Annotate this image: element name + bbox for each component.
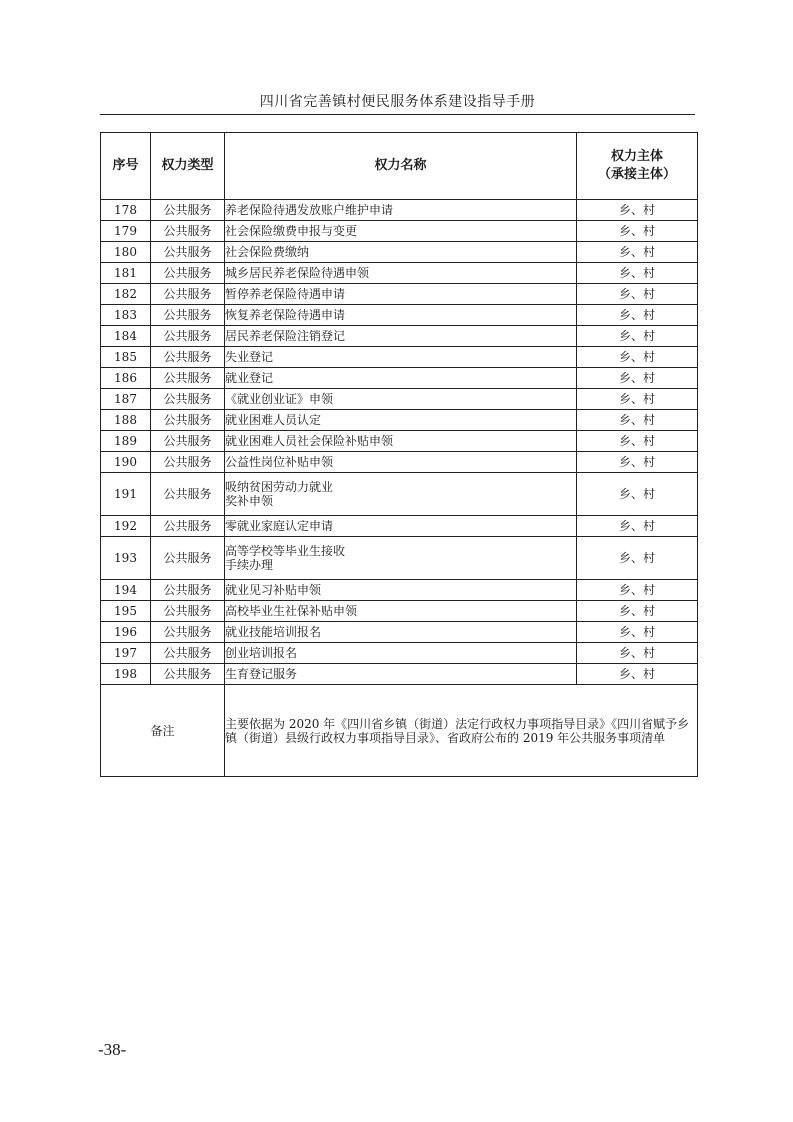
col-header-number: 序号 xyxy=(101,133,151,200)
row-power-type: 公共服务 xyxy=(151,516,225,537)
row-power-subject: 乡、村 xyxy=(577,242,698,263)
row-power-name-line: 零就业家庭认定申请 xyxy=(225,519,334,533)
table-row xyxy=(101,580,698,601)
row-power-name xyxy=(225,242,577,263)
table-row xyxy=(101,200,698,221)
table-header-row xyxy=(101,133,698,200)
row-number: 196 xyxy=(101,622,151,643)
row-number: 194 xyxy=(101,580,151,601)
row-power-subject: 乡、村 xyxy=(577,221,698,242)
row-power-subject: 乡、村 xyxy=(577,410,698,431)
row-number: 187 xyxy=(101,389,151,410)
row-power-type: 公共服务 xyxy=(151,389,225,410)
row-power-name xyxy=(225,643,577,664)
row-power-type: 公共服务 xyxy=(151,431,225,452)
row-number: 180 xyxy=(101,242,151,263)
row-power-subject: 乡、村 xyxy=(577,473,698,516)
row-power-type: 公共服务 xyxy=(151,200,225,221)
table-row xyxy=(101,221,698,242)
row-power-name-line: 暂停养老保险待遇申请 xyxy=(225,287,346,301)
table-row xyxy=(101,305,698,326)
row-power-type: 公共服务 xyxy=(151,410,225,431)
row-power-name-line: 就业技能培训报名 xyxy=(225,625,322,639)
row-power-subject: 乡、村 xyxy=(577,326,698,347)
row-number: 186 xyxy=(101,368,151,389)
table-row xyxy=(101,326,698,347)
row-power-name xyxy=(225,601,577,622)
row-power-name xyxy=(225,622,577,643)
row-power-name xyxy=(225,326,577,347)
page-number: -38- xyxy=(98,1040,127,1059)
row-number: 193 xyxy=(101,537,151,580)
row-number: 191 xyxy=(101,473,151,516)
page-header-title: 四川省完善镇村便民服务体系建设指导手册 xyxy=(259,94,536,110)
row-power-subject: 乡、村 xyxy=(577,368,698,389)
row-power-subject: 乡、村 xyxy=(577,305,698,326)
row-power-name xyxy=(225,200,577,221)
row-power-type: 公共服务 xyxy=(151,473,225,516)
row-power-type: 公共服务 xyxy=(151,326,225,347)
table-row xyxy=(101,664,698,685)
row-power-name-line: 社会保险缴费申报与变更 xyxy=(225,224,358,238)
table-row xyxy=(101,516,698,537)
row-power-type: 公共服务 xyxy=(151,284,225,305)
row-power-name-line: 居民养老保险注销登记 xyxy=(225,329,346,343)
row-power-name xyxy=(225,431,577,452)
row-power-name-line: 创业培训报名 xyxy=(225,646,298,660)
row-power-type: 公共服务 xyxy=(151,221,225,242)
row-power-subject: 乡、村 xyxy=(577,580,698,601)
row-power-name-line: 公益性岗位补贴申领 xyxy=(225,455,334,469)
row-power-name-line: 失业登记 xyxy=(225,350,274,364)
row-power-name xyxy=(225,410,577,431)
row-power-name-line: 社会保险费缴纳 xyxy=(225,245,310,259)
row-power-type: 公共服务 xyxy=(151,664,225,685)
row-number: 185 xyxy=(101,347,151,368)
row-power-subject: 乡、村 xyxy=(577,263,698,284)
row-power-name-line: 手续办理 xyxy=(225,558,274,572)
note-row xyxy=(101,685,698,777)
row-power-name xyxy=(225,537,577,580)
row-power-name xyxy=(225,580,577,601)
table-row xyxy=(101,601,698,622)
table-row xyxy=(101,389,698,410)
row-power-subject: 乡、村 xyxy=(577,643,698,664)
table-row xyxy=(101,347,698,368)
row-number: 188 xyxy=(101,410,151,431)
row-power-name-line: 恢复养老保险待遇申请 xyxy=(225,308,346,322)
row-power-name xyxy=(225,284,577,305)
row-number: 189 xyxy=(101,431,151,452)
row-power-name xyxy=(225,221,577,242)
row-power-name xyxy=(225,347,577,368)
row-power-type: 公共服务 xyxy=(151,643,225,664)
row-power-subject: 乡、村 xyxy=(577,347,698,368)
table-row xyxy=(101,284,698,305)
table-row xyxy=(101,242,698,263)
row-power-name-line: 就业登记 xyxy=(225,371,274,385)
table-row xyxy=(101,643,698,664)
table-row xyxy=(101,263,698,284)
row-power-subject: 乡、村 xyxy=(577,664,698,685)
row-power-name-line: 城乡居民养老保险待遇申领 xyxy=(225,266,370,280)
table-body xyxy=(101,200,698,685)
row-power-subject: 乡、村 xyxy=(577,601,698,622)
col-header-name: 权力名称 xyxy=(225,133,577,200)
col-header-type: 权力类型 xyxy=(151,133,225,200)
row-power-name-line: 高等学校等毕业生接收 xyxy=(225,544,346,558)
power-items-table xyxy=(100,132,698,777)
row-power-subject: 乡、村 xyxy=(577,622,698,643)
col-header-subject xyxy=(577,133,698,200)
row-power-type: 公共服务 xyxy=(151,305,225,326)
row-power-name-line: 高校毕业生社保补贴申领 xyxy=(225,604,358,618)
row-power-type: 公共服务 xyxy=(151,368,225,389)
row-number: 190 xyxy=(101,452,151,473)
row-power-name xyxy=(225,263,577,284)
header-divider xyxy=(100,114,695,115)
table-row xyxy=(101,537,698,580)
table-row xyxy=(101,431,698,452)
col-header-subject-line1: 权力主体 xyxy=(610,149,663,164)
row-power-type: 公共服务 xyxy=(151,601,225,622)
row-number: 198 xyxy=(101,664,151,685)
row-power-name xyxy=(225,389,577,410)
row-power-name-line: 生育登记服务 xyxy=(225,667,298,681)
row-power-name-line: 就业困难人员认定 xyxy=(225,413,322,427)
row-power-name xyxy=(225,305,577,326)
row-number: 184 xyxy=(101,326,151,347)
row-power-subject: 乡、村 xyxy=(577,452,698,473)
row-power-subject: 乡、村 xyxy=(577,284,698,305)
row-power-name-line: 奖补申领 xyxy=(225,494,274,508)
table-row xyxy=(101,368,698,389)
row-power-type: 公共服务 xyxy=(151,537,225,580)
row-power-type: 公共服务 xyxy=(151,452,225,473)
table-row xyxy=(101,452,698,473)
row-power-subject: 乡、村 xyxy=(577,516,698,537)
row-power-subject: 乡、村 xyxy=(577,389,698,410)
row-number: 182 xyxy=(101,284,151,305)
row-power-name xyxy=(225,368,577,389)
table-row xyxy=(101,622,698,643)
row-power-subject: 乡、村 xyxy=(577,200,698,221)
note-label: 备注 xyxy=(101,685,225,777)
row-power-subject: 乡、村 xyxy=(577,431,698,452)
row-power-type: 公共服务 xyxy=(151,580,225,601)
row-power-name xyxy=(225,473,577,516)
row-power-type: 公共服务 xyxy=(151,263,225,284)
row-number: 192 xyxy=(101,516,151,537)
row-power-name xyxy=(225,452,577,473)
row-number: 197 xyxy=(101,643,151,664)
row-power-name xyxy=(225,516,577,537)
row-power-name xyxy=(225,664,577,685)
table-row xyxy=(101,473,698,516)
col-header-subject-line2: （承接主体） xyxy=(597,167,676,182)
row-power-name-line: 吸纳贫困劳动力就业 xyxy=(225,480,334,494)
row-number: 178 xyxy=(101,200,151,221)
row-power-type: 公共服务 xyxy=(151,242,225,263)
row-power-name-line: 养老保险待遇发放账户维护申请 xyxy=(225,203,394,217)
row-power-name-line: 就业困难人员社会保险补贴申领 xyxy=(225,434,394,448)
row-number: 181 xyxy=(101,263,151,284)
row-power-name-line: 就业见习补贴申领 xyxy=(225,583,322,597)
row-number: 195 xyxy=(101,601,151,622)
row-power-name-line: 《就业创业证》申领 xyxy=(225,392,334,406)
row-power-type: 公共服务 xyxy=(151,347,225,368)
table-row xyxy=(101,410,698,431)
row-power-type: 公共服务 xyxy=(151,622,225,643)
row-number: 179 xyxy=(101,221,151,242)
row-number: 183 xyxy=(101,305,151,326)
row-power-subject: 乡、村 xyxy=(577,537,698,580)
note-text: 主要依据为 2020 年《四川省乡镇（街道）法定行政权力事项指导目录》《四川省赋予乡镇（街道）县级行政权力事项指导目录》、省政府公布的 2019 年公共服务事项清单 xyxy=(225,685,698,777)
